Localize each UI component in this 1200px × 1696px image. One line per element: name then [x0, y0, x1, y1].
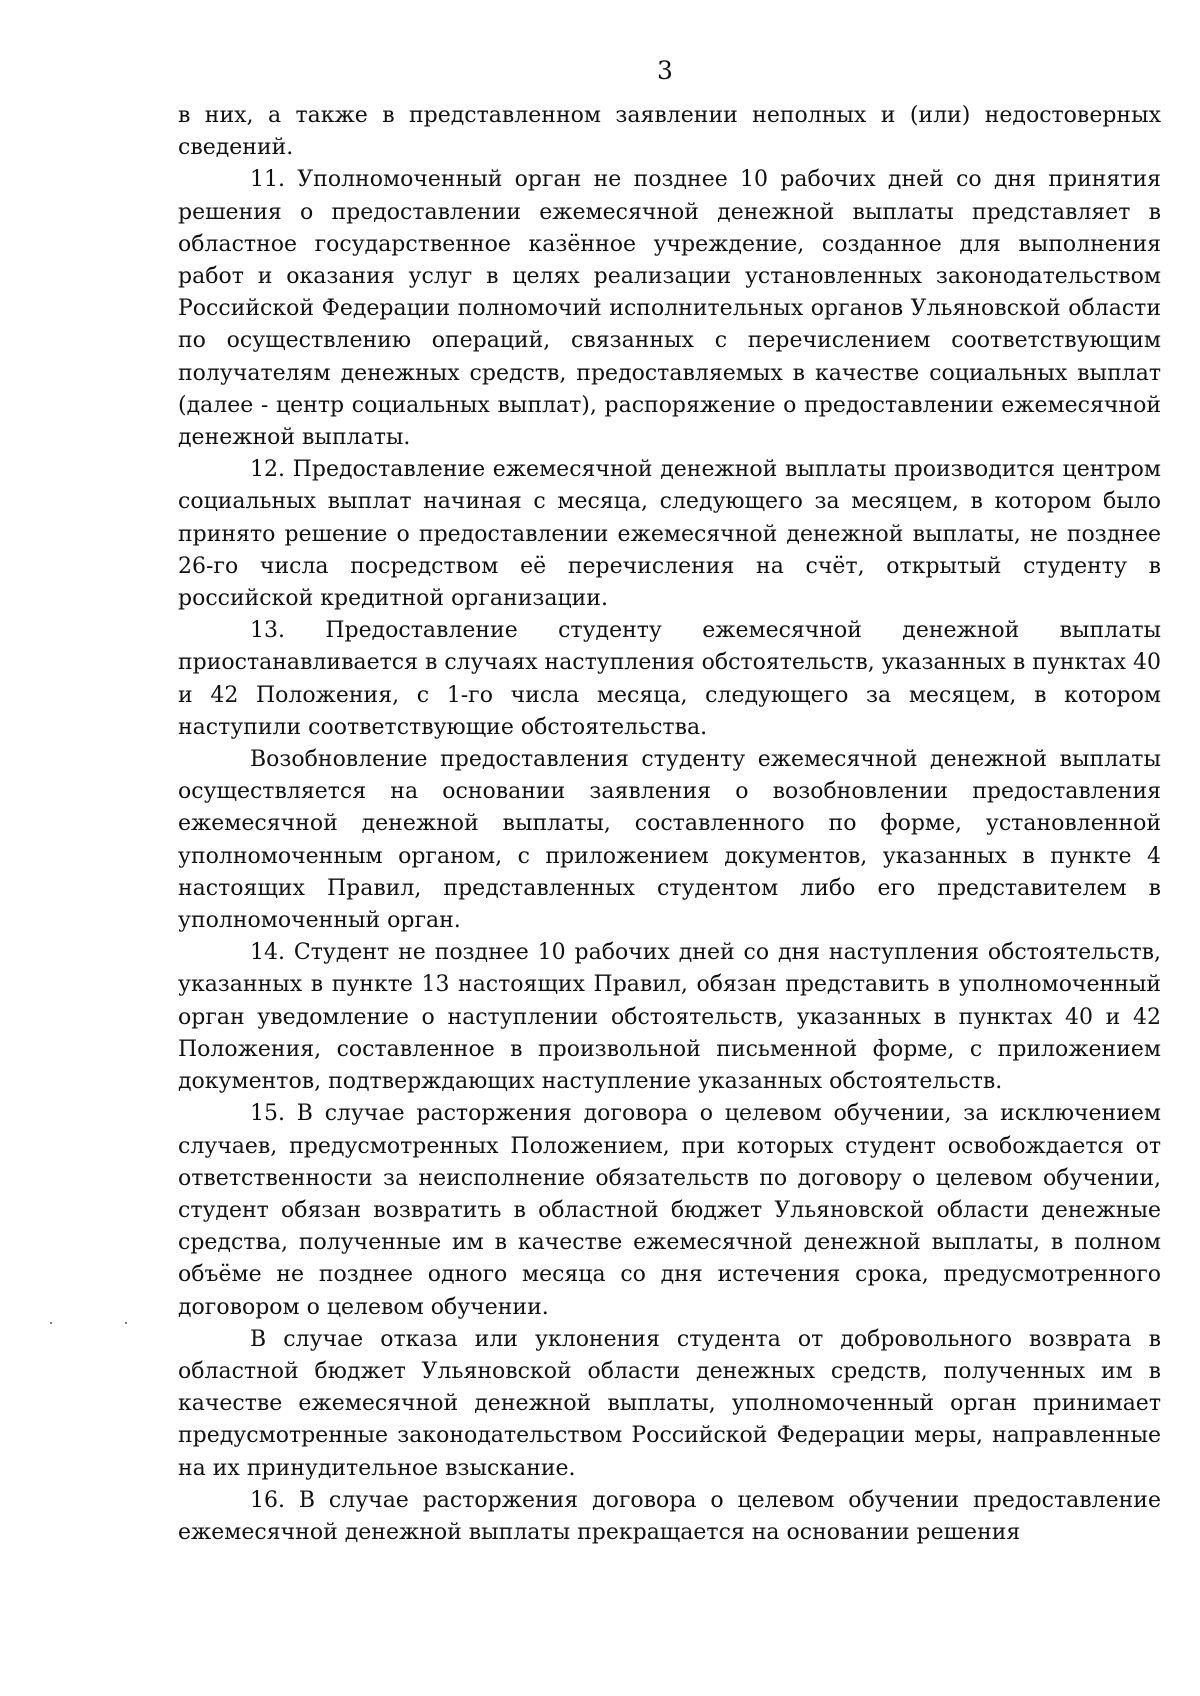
paragraph-15-refusal: В случае отказа или уклонения студента от добровольного возврата в областной бюджет Ульяновской области денежных средств, полученных им в качестве ежемесячной денежной выплаты, уполномоченный орган принимает предусмотренные законодательством Российской Федерации меры, направленные на их принудительное взыскание.: [178, 1326, 1161, 1481]
paragraph-13-resumption: Возобновление предоставления студенту ежемесячной денежной выплаты осуществляется на основании заявления о возобновлении предоставления ежемесячной денежной выплаты, составленного по форме, установленной уполномоченным органом, с приложением документов, указанных в пункте 4 настоящих Правил, представленных студентом либо его представителем в уполномоченный орган.: [178, 747, 1161, 934]
paragraph-16: 16. В случае расторжения договора о целевом обучении предоставление ежемесячной денежной выплаты прекращается на основании решения: [178, 1487, 1161, 1545]
paragraph-12: 12. Предоставление ежемесячной денежной выплаты производится центром социальных выплат начиная с месяца, следующего за месяцем, в котором было принято решение о предоставлении ежемесячной денежной выплаты, не позднее 26-го числа посредством её перечисления на счёт, открытый студенту в российской кредитной организации.: [178, 457, 1161, 612]
document-body: [178, 100, 1161, 1549]
paragraph-14: 14. Студент не позднее 10 рабочих дней со дня наступления обстоятельств, указанных в пункте 13 настоящих Правил, обязан представить в уполномоченный орган уведомление о наступлении обстоятельств, указанных в пунктах 40 и 42 Положения, составленное в произвольной письменной форме, с приложением документов, подтверждающих наступление указанных обстоятельств.: [178, 940, 1161, 1095]
scan-speck: [125, 1322, 127, 1324]
scan-speck: [50, 1322, 52, 1324]
paragraph-13: 13. Предоставление студенту ежемесячной денежной выплаты приостанавливается в случаях наступления обстоятельств, указанных в пунктах 40 и 42 Положения, с 1-го числа месяца, следующего за месяцем, в котором наступили соответствующие обстоятельства.: [178, 618, 1161, 740]
page-number: 3: [657, 56, 673, 85]
paragraph-11: 11. Уполномоченный орган не позднее 10 рабочих дней со дня принятия решения о предоставлении ежемесячной денежной выплаты представляет в областное государственное казённое учреждение, созданное для выполнения работ и оказания услуг в целях реализации установленных законодательством Российской Федерации полномочий исполнительных органов Ульяновской области по осуществлению операций, связанных с перечислением соответствующим получателям денежных средств, предоставляемых в качестве социальных выплат (далее - центр социальных выплат), распоряжение о предоставлении ежемесячной денежной выплаты.: [178, 167, 1161, 451]
paragraph-continuation: в них, а также в представленном заявлении неполных и (или) недостоверных сведений.: [178, 103, 1161, 161]
paragraph-15: 15. В случае расторжения договора о целевом обучении, за исключением случаев, предусмотренных Положением, при которых студент освобождается от ответственности за неисполнение обязательств по договору о целевом обучении, студент обязан возвратить в областной бюджет Ульяновской области денежные средства, полученные им в качестве ежемесячной денежной выплаты, в полном объёме не позднее одного месяца со дня истечения срока, предусмотренного договором о целевом обучении.: [178, 1101, 1161, 1320]
